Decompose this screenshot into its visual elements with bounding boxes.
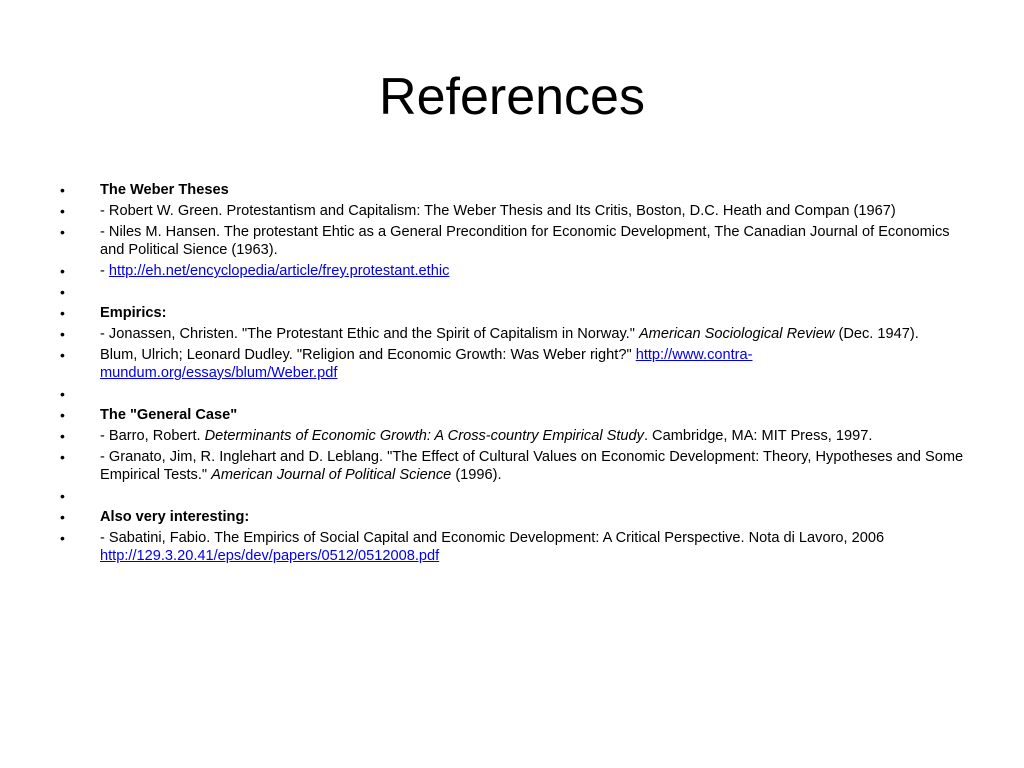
sabatini-paper-link[interactable]: http://129.3.20.41/eps/dev/papers/0512/0512008.pdf — [100, 548, 440, 564]
reference-sabatini: - Sabatini, Fabio. The Empirics of Social Capital and Economic Development: A Critical Perspective. Nota di Lavoro, 2006 — [100, 530, 885, 546]
reference-granato-journal: American Journal of Political Science — [211, 467, 452, 483]
reference-eh-prefix: - — [100, 263, 109, 279]
section-heading-weber: The Weber Theses — [100, 182, 229, 198]
list-item — [60, 346, 970, 382]
reference-jonassen-journal: American Sociological Review — [638, 326, 835, 342]
bullet-icon: • — [60, 488, 65, 504]
reference-hansen: - Niles M. Hansen. The protestant Ehtic as a General Precondition for Economic Development, The Canadian Journal of Economics and Political Sience (1963). — [100, 224, 950, 258]
bullet-icon: • — [60, 182, 65, 198]
bullet-icon: • — [60, 428, 65, 444]
list-item — [60, 262, 970, 280]
list-item — [60, 223, 970, 259]
list-item — [60, 181, 970, 199]
list-item — [60, 325, 970, 343]
bullet-icon: • — [60, 326, 65, 342]
bullet-icon: • — [60, 407, 65, 423]
bullet-icon: • — [60, 347, 65, 363]
bullet-icon: • — [60, 263, 65, 279]
reference-barro-book: Determinants of Economic Growth: A Cross-country Empirical Study — [204, 428, 644, 444]
reference-jonassen: - Jonassen, Christen. "The Protestant Ethic and the Spirit of Capitalism in Norway." — [100, 326, 639, 342]
reference-granato: - Granato, Jim, R. Inglehart and D. Leblang. "The Effect of Cultural Values on Economic Development: Theory, Hypotheses and Some Empirical Tests." — [100, 449, 964, 483]
bullet-icon: • — [60, 449, 65, 465]
bullet-icon: • — [60, 530, 65, 546]
list-item-empty — [60, 385, 970, 403]
bullet-icon: • — [60, 305, 65, 321]
bullet-icon: • — [60, 509, 65, 525]
list-item — [60, 406, 970, 424]
reference-barro: - Barro, Robert. — [100, 428, 205, 444]
contra-mundum-link[interactable]: http://www.contra-mundum.org/essays/blum/Weber.pdf — [100, 347, 753, 381]
reference-green: - Robert W. Green. Protestantism and Capitalism: The Weber Thesis and Its Critis, Boston, D.C. Heath and Compan (1967) — [100, 203, 896, 219]
eh-net-link[interactable]: http://eh.net/encyclopedia/article/frey.protestant.ethic — [108, 263, 450, 279]
section-heading-general-case: The "General Case" — [100, 407, 238, 423]
list-item — [60, 427, 970, 445]
reference-list — [60, 181, 970, 568]
bullet-icon: • — [60, 386, 65, 402]
list-item — [60, 529, 970, 565]
reference-jonassen-tail: (Dec. 1947). — [834, 326, 919, 342]
reference-barro-tail: . Cambridge, MA: MIT Press, 1997. — [643, 428, 873, 444]
section-heading-empirics: Empirics: — [100, 305, 167, 321]
list-item — [60, 304, 970, 322]
bullet-icon: • — [60, 224, 65, 240]
reference-granato-tail: (1996). — [451, 467, 502, 483]
list-item — [60, 508, 970, 526]
list-item-empty — [60, 487, 970, 505]
bullet-icon: • — [60, 203, 65, 219]
bullet-icon: • — [60, 284, 65, 300]
list-item — [60, 202, 970, 220]
slide-title: References — [379, 68, 645, 126]
section-heading-also-interesting: Also very interesting: — [100, 509, 250, 525]
list-item — [60, 448, 970, 484]
reference-blum: Blum, Ulrich; Leonard Dudley. "Religion and Economic Growth: Was Weber right?" — [100, 347, 636, 363]
list-item-empty — [60, 283, 970, 301]
